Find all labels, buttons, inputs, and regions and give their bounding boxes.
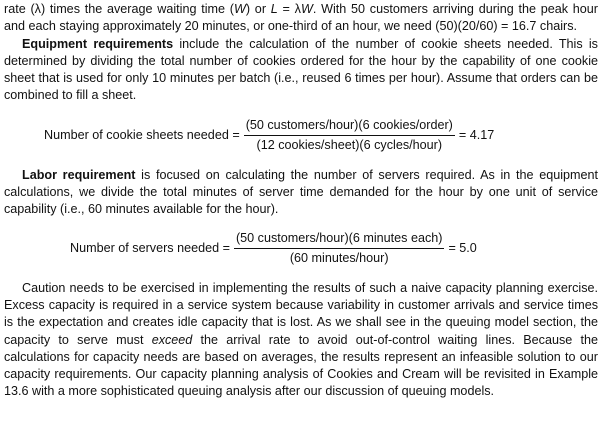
paragraph-caution <box>4 280 598 401</box>
text-run: ) or <box>245 2 271 16</box>
paragraph-labor <box>4 167 598 219</box>
text-run: is focused on calculating the number of servers required. As in the equipment calculations, we divide the total minutes of server time demanded for the hour by one unit of service capability (i.e., 60 minutes available for the hour). <box>4 167 599 217</box>
text-run: . With 50 customers arriving during the peak hour and each staying approximately 20 minutes, or one-third of an hour, we need (50)(20/60) = 16.7 chairs. <box>4 2 598 34</box>
text-run: = λ <box>277 2 301 16</box>
variable-w: W <box>300 2 313 16</box>
variable-l: L <box>270 2 278 16</box>
fraction-denominator: (12 cookies/sheet)(6 cycles/hour) <box>256 138 443 153</box>
paragraph-equipment <box>4 36 598 105</box>
text-run: include the calculation of the number of cookie sheets needed. This is determined by dividing the total number of cookies ordered for the hour by the capability of one cookie sheet that is used for only 10 minutes per batch (i.e., reused 6 times per hour). Assume that orders can be combined to fill a sheet. <box>4 36 598 103</box>
equation-lhs: Number of cookie sheets needed = <box>44 128 240 143</box>
fraction-numerator: (50 customers/hour)(6 minutes each) <box>234 230 444 249</box>
text-run: Caution needs to be exercised in implementing the results of such a naive capacity planning exercise. Excess capacity is required in a service system because variability in customer arrivals and service times is the expectation and creates idle capacity that is lost. As we shall see in the queuing model section, the capacity to serve must <box>4 280 598 347</box>
variable-w: W <box>233 2 246 16</box>
heading-labor-requirement: Labor requirement <box>22 167 136 182</box>
text-run: the arrival rate to avoid out-of-control waiting lines. Because the calculations for capacity needs are based on averages, the results represent an infeasible solution to our capacity requirements. Our capacity planning analysis of Cookies and Cream will be revisited in Example 13.6 with a more sophisticated queuing analysis after our discussion of queuing models. <box>4 332 598 399</box>
text-run: rate (λ) times the average waiting time ( <box>4 2 234 16</box>
fraction <box>234 230 444 268</box>
equation-servers <box>4 226 598 272</box>
heading-equipment-requirements: Equipment requirements <box>22 36 174 51</box>
equation-result: = 4.17 <box>458 128 495 143</box>
fraction-numerator: (50 customers/hour)(6 cookies/order) <box>244 117 455 136</box>
emphasis-exceed: exceed <box>151 332 193 347</box>
fraction-denominator: (60 minutes/hour) <box>289 251 389 266</box>
equation-cookie-sheets <box>4 113 598 159</box>
paragraph-chairs <box>4 1 598 36</box>
fraction <box>244 117 455 155</box>
equation-result: = 5.0 <box>448 241 477 256</box>
equation-lhs: Number of servers needed = <box>70 241 230 256</box>
